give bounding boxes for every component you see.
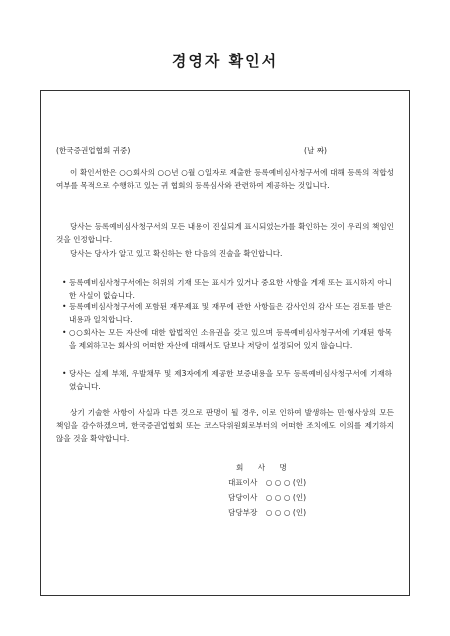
document-title: 경영자 확인서 [171,52,279,70]
signer-role: 담당부장 [228,508,258,517]
signer-role: 대표이사 [228,478,258,487]
bullet-item [62,276,392,302]
bullet-text: 등록예비심사청구서에 포함된 재무제표 및 재무에 관한 사항들은 감사인의 감사 또는 검토를 받은 내용과 일치합니다. [69,302,392,324]
bullet-icon: • [62,302,67,311]
signer-name: ○ ○ ○ (인) [265,508,307,517]
bullet-item [62,326,392,352]
bullet-text: 등록예비심사청구서에는 허위의 기재 또는 표시가 있거나 중요한 사항을 게재 또는 표시하지 아니한 사실이 없습니다. [69,278,392,300]
addressee: (한국증권업협회 귀중) [56,146,131,155]
company-name-label: 회 사 명 [236,463,293,472]
signer-role: 담당이사 [228,493,258,502]
date-label: (날 짜) [304,146,328,155]
confirmation-paragraph: 당사는 당사가 알고 있고 확신하는 한 다음의 진술을 확인합니다. [70,249,283,258]
bullet-text: ○○회사는 모든 자산에 대한 합법적인 소유권을 갖고 있으며 등록예비심사청구서에 기재된 항목을 제외하고는 회사의 어떠한 자산에 대해서도 담보나 저당이 설정되어 있지 않습니다. [69,328,392,350]
bullet-icon: • [62,278,67,287]
signer-name: ○ ○ ○ (인) [265,478,307,487]
signature-row [228,477,306,488]
bullet-icon: • [62,369,67,378]
signature-row [228,492,306,503]
signer-name: ○ ○ ○ (인) [265,493,307,502]
bullet-text: 당사는 실제 부채, 우발채무 및 제3자에게 제공한 보증내용을 모두 등록예비심사청구서에 기재하였습니다. [69,369,392,391]
responsibility-paragraph: 당사는 등록예비심사청구서의 모든 내용이 진실되게 표시되었는가를 확인하는 것이 우리의 책임인 것을 인정합니다. [56,222,394,244]
bullet-icon: • [62,328,67,337]
bullet-item [62,300,392,326]
signature-row [228,507,306,518]
bullet-item [62,367,392,393]
intro-paragraph: 이 확인서한은 ○○회사의 ○○년 ○월 ○일자로 제출한 등록예비심사청구서에 대해 등록의 적합성 여부를 목적으로 수행하고 있는 귀 협회의 등록심사와 관련하여 제공하는 것입니다. [56,168,394,190]
closing-paragraph: 상기 기술한 사항이 사실과 다른 것으로 판명이 될 경우, 이로 인하여 발생하는 민·형사상의 모든 책임을 감수하겠으며, 한국증권업협회 또는 코스닥위원회로부터의 어떠한 조치에도 이의를 제기하지 않을 것을 확약합니다. [56,408,394,443]
